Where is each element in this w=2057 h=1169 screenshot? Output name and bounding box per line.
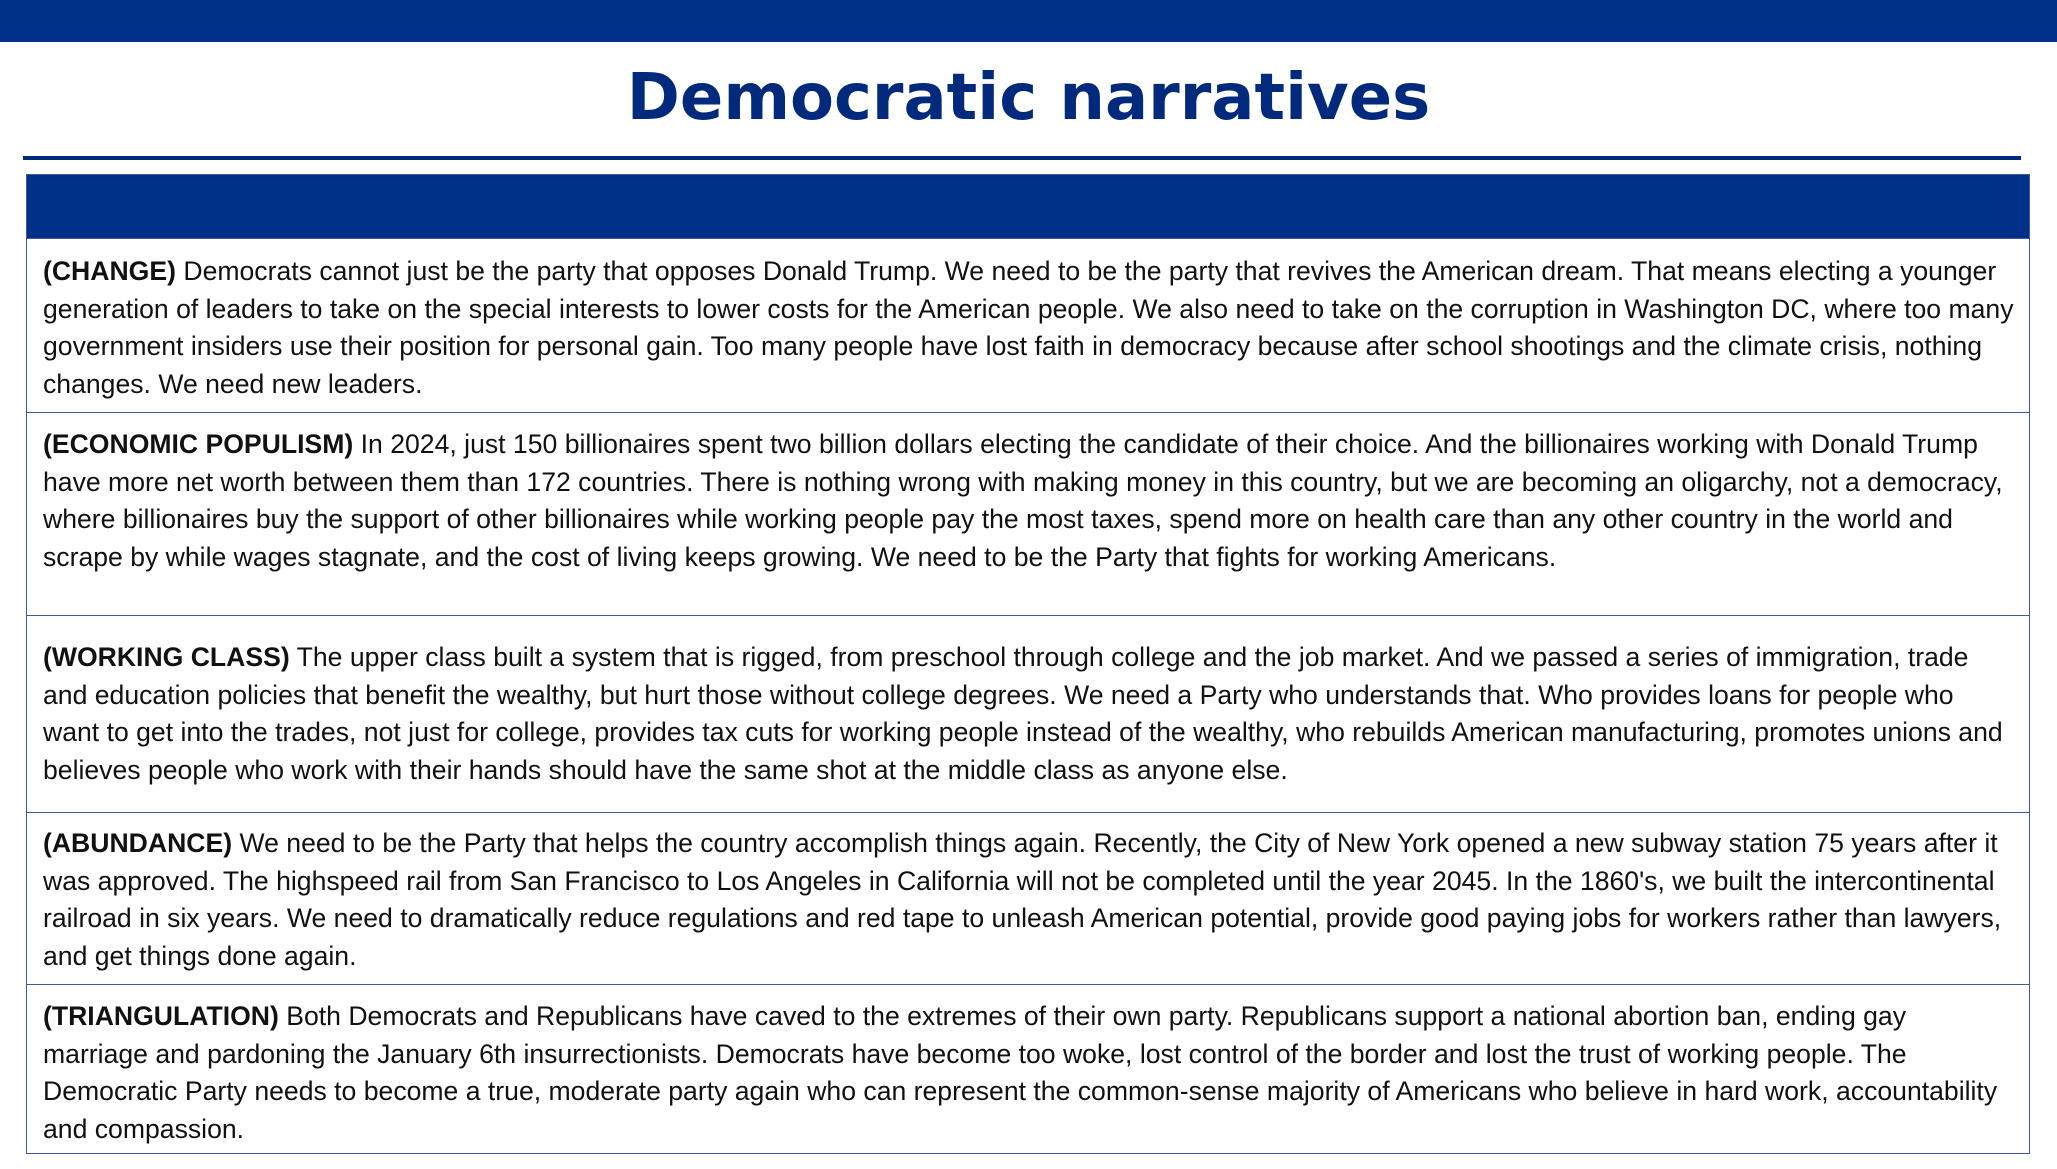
narratives-table: [26, 174, 2030, 1154]
narrative-row-triangulation: [27, 984, 2029, 1154]
narrative-row-abundance: [27, 812, 2029, 984]
title-divider: [23, 156, 2021, 160]
narrative-text: Both Democrats and Republicans have caved to the extremes of their own party. Republicans support a national abortion ban, ending gay marriage and pardoning the January 6th insurrectionists. Democrats have become too woke, lost control of the border and lost the trust of working people. The Democratic Party needs to become a true, moderate party again who can represent the common-sense majority of Americans who believe in hard work, accountability and compassion.: [43, 1001, 1998, 1144]
narrative-paragraph: [43, 426, 2015, 576]
narrative-tag: (WORKING CLASS): [43, 642, 290, 672]
narrative-paragraph: [43, 253, 2015, 403]
narrative-paragraph: [43, 825, 2015, 975]
narrative-text: The upper class built a system that is rigged, from preschool through college and the job market. And we passed a series of immigration, trade and education policies that benefit the wealthy, but hurt those without college degrees. We need a Party who understands that. Who provides loans for people who want to get into the trades, not just for college, provides tax cuts for working people instead of the wealthy, who rebuilds American manufacturing, promotes unions and believes people who work with their hands should have the same shot at the middle class as anyone else.: [43, 642, 2003, 785]
narrative-tag: (ABUNDANCE): [43, 828, 233, 858]
narrative-row-working-class: [27, 615, 2029, 812]
narrative-row-economic-populism: [27, 412, 2029, 615]
narrative-tag: (TRIANGULATION): [43, 1001, 279, 1031]
narrative-paragraph: [43, 639, 2015, 789]
top-banner-bar: [0, 0, 2057, 42]
page-title: Democratic narratives: [626, 61, 1431, 135]
narrative-row-change: [27, 238, 2029, 412]
table-header-bar: [27, 175, 2029, 238]
narrative-text: In 2024, just 150 billionaires spent two billion dollars electing the candidate of their choice. And the billionaires working with Donald Trump have more net worth between them than 172 countries. There is nothing wrong with making money in this country, but we are becoming an oligarchy, not a democracy, where billionaires buy the support of other billionaires while working people pay the most taxes, spend more on health care than any other country in the world and scrape by while wages stagnate, and the cost of living keeps growing. We need to be the Party that fights for working Americans.: [43, 429, 2003, 572]
narrative-paragraph: [43, 998, 2015, 1148]
narrative-tag: (CHANGE): [43, 256, 176, 286]
narrative-tag: (ECONOMIC POPULISM): [43, 429, 354, 459]
narrative-text: Democrats cannot just be the party that opposes Donald Trump. We need to be the party that revives the American dream. That means electing a younger generation of leaders to take on the special interests to lower costs for the American people. We also need to take on the corruption in Washington DC, where too many government insiders use their position for personal gain. Too many people have lost faith in democracy because after school shootings and the climate crisis, nothing changes. We need new leaders.: [43, 256, 2014, 399]
narrative-text: We need to be the Party that helps the country accomplish things again. Recently, the City of New York opened a new subway station 75 years after it was approved. The highspeed rail from San Francisco to Los Angeles in California will not be completed until the year 2045. In the 1860's, we built the intercontinental railroad in six years. We need to dramatically reduce regulations and red tape to unleash American potential, provide good paying jobs for workers rather than lawyers, and get things done again.: [43, 828, 2002, 971]
